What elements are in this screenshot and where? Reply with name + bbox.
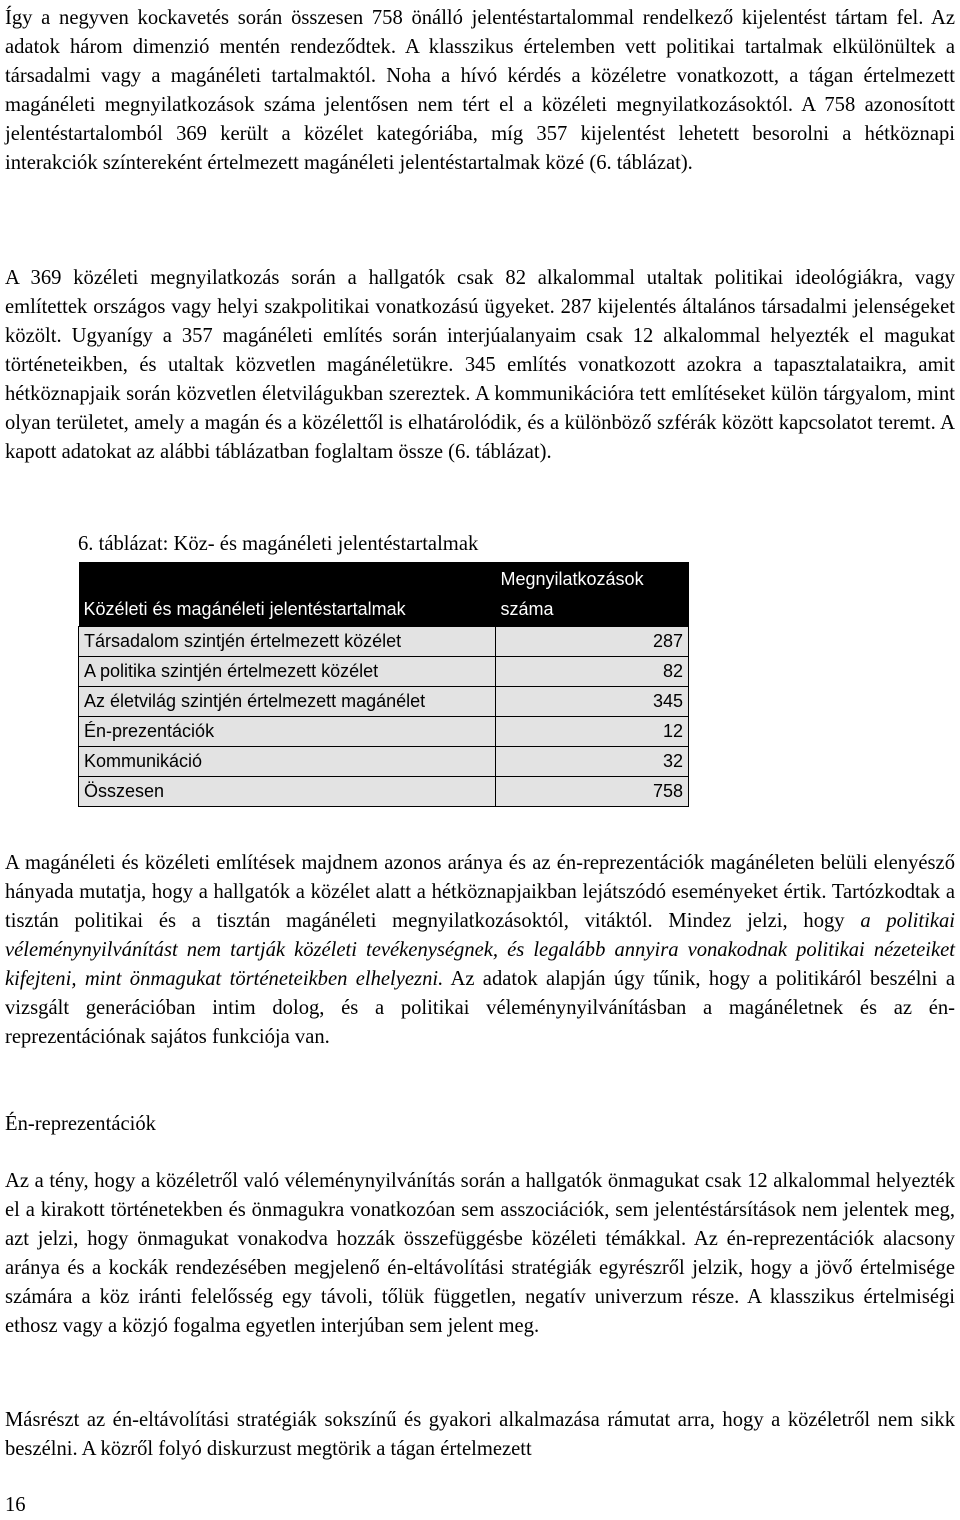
- table-row-label: Társadalom szintjén értelmezett közélet: [79, 627, 496, 657]
- table-row-value: 758: [496, 777, 689, 807]
- table-header-count-line1: Megnyilatkozások: [500, 569, 644, 589]
- table-row: [79, 687, 689, 717]
- table-row-value: 82: [496, 657, 689, 687]
- paragraph-3: [5, 849, 955, 1052]
- paragraph-5: Másrészt az én-eltávolítási stratégiák sokszínű és gyakori alkalmazása rámutat arra, hogy a közéletről nem sikk beszélni. A közről folyó diskurzust megtörik a tágan értelmezett: [5, 1409, 955, 1460]
- paragraph-3-text-a: A magánéleti és közéleti említések majdnem azonos aránya és az én-reprezentációk magánéleten belüli elenyésző hányada mutatja, hogy a hallgatók a közélet alatt a hétköznapjaikban lejátszódó eseményeket értik. Tartózkodtak a tisztán politikai és a tisztán magánéleti megnyilatkozásoktól, vitáktól. Mindez jelzi, hogy: [5, 852, 955, 932]
- table-row: [79, 717, 689, 747]
- table-row: [79, 627, 689, 657]
- table-row-label: A politika szintjén értelmezett közélet: [79, 657, 496, 687]
- table-row: [79, 747, 689, 777]
- paragraph-4: Az a tény, hogy a közéletről való véleménynyilvánítás során a hallgatók önmagukat csak 12 alkalommal helyezték el a kirakott történetekben és önmagukra vonatkozóan sem asszociációk, sem jelentéstársítások nem jelentek meg, azt jelzi, hogy önmagukat vonakodva hozzák összefüggésbe közéleti témákkal. Az én-reprezentációk alacsony aránya és a kockák rendezésében megjelenő én-eltávolítási stratégiák egyrészről jelzik, hogy a jövő értelmisége számára a köz iránti felelősség egy távoli, tőlük független, negatív univerzum része. A klasszikus értelmiségi ethosz vagy a közjó fogalma egyetlen interjúban sem jelent meg.: [5, 1170, 955, 1337]
- page-number: 16: [5, 1494, 26, 1516]
- table-row-value: 32: [496, 747, 689, 777]
- table-header-category: Közéleti és magánéleti jelentéstartalmak: [79, 562, 496, 627]
- paragraph-2: A 369 közéleti megnyilatkozás során a hallgatók csak 82 alkalommal utaltak politikai ideológiákra, vagy említettek országos vagy helyi szakpolitikai vonatkozású ügyeket. 287 kijelentés általános társadalmi jelenségeket közölt. Ugyanígy a 357 magánéleti említés során interjúalanyaim csak 12 alkalommal helyezték el magukat történeteikben, és utaltak közvetlen magánéletükre. 345 említés vonatkozott azokra a tapasztalataikra, amit hétköznapjaik során közvetlen életvilágukban szereztek. A kommunikációra tett említéseket külön tárgyalom, mint olyan területet, amely a magán és a közélettől is elhatárolódik, és a különböző szférák között kapcsolatot teremt. A kapott adatokat az alábbi táblázatban foglaltam össze (6. táblázat).: [5, 267, 955, 463]
- section-heading: Én-reprezentációk: [5, 1113, 156, 1135]
- table-row-value: 345: [496, 687, 689, 717]
- table-header-count: [496, 562, 689, 627]
- table-row-label: Összesen: [79, 777, 496, 807]
- table-header-count-line2: száma: [500, 599, 554, 619]
- table-row-label: Én-prezentációk: [79, 717, 496, 747]
- table-row: [79, 657, 689, 687]
- table-row-label: Kommunikáció: [79, 747, 496, 777]
- table-row-label: Az életvilág szintjén értelmezett magánélet: [79, 687, 496, 717]
- paragraph-3-italic: a politikai véleménynyilvánítást nem tartják közéleti tevékenységnek, és legalább annyira vonakodnak politikai nézeteiket kifejteni, mint önmagukat történeteikben elhelyezni.: [5, 910, 955, 990]
- table-row-value: 12: [496, 717, 689, 747]
- paragraph-1: Így a negyven kockavetés során összesen 758 önálló jelentéstartalommal rendelkező kijelentést tártam fel. Az adatok három dimenzió mentén rendeződtek. A klasszikus értelemben vett politikai tartalmak elkülönültek a társadalmi vagy a magánéleti tartalmaktól. Noha a hívó kérdés a közéletre vonatkozott, a tágan értelmezett magánéleti megnyilatkozások száma jelentősen nem tért el a közéleti megnyilatkozásoktól. A 758 azonosított jelentéstartalomból 369 került a közélet kategóriába, míg 357 kijelentést lehetett besorolni a hétköznapi interakciók színtereként értelmezett magánéleti jelentéstartalmak közé (6. táblázat).: [5, 7, 955, 174]
- data-table: [78, 562, 689, 807]
- table-header-row: [79, 562, 689, 627]
- table-row-total: [79, 777, 689, 807]
- table-caption: 6. táblázat: Köz- és magánéleti jelentéstartalmak: [78, 533, 479, 555]
- paragraph-3-text-b: Az adatok alapján úgy tűnik, hogy a politikáról beszélni a vizsgált generációban intim dolog, és a politikai véleménynyilvánításban a magánéletnek és az én-reprezentációnak sajátos funkciója van.: [5, 968, 955, 1048]
- table-row-value: 287: [496, 627, 689, 657]
